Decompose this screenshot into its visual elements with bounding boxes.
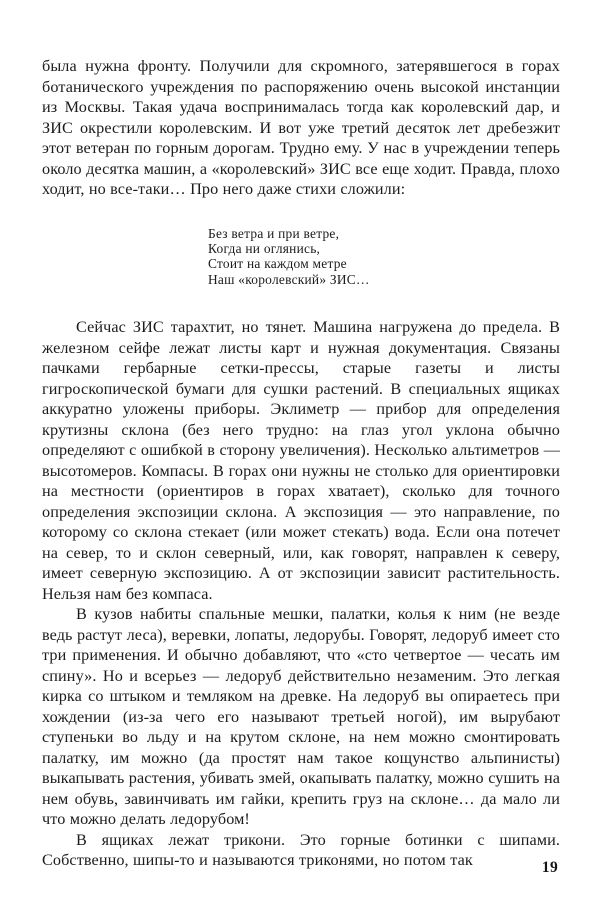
paragraph-2: Сейчас ЗИС тарахтит, но тянет. Машина нагружена до предела. В железном сейфе лежат листы карт и нужная документация. Связаны пачками гербарные сетки-прессы, старые газеты и листы гигроскопической бумаги для сушки растений. В специальных ящиках аккуратно уложены приборы. Эклиметр — прибор для определения крутизны склона (без него трудно: на глаз угол уклона обычно определяют с ошибкой в сторону увеличения). Несколько альтиметров — высотомеров. Компасы. В горах они нужны не столько для ориентировки на местности (ориентиров в горах хватает), сколько для точного определения экспозиции склона. А экспозиция — это направление, по которому со склона стекает (или может стекать) вода. Если она потечет на север, то и склон северный, или, как говорят, направлен к северу, имеет северную экспозицию. А от экспозиции зависит растительность. Нельзя нам без компаса. — [42, 318, 560, 603]
paragraph-4: В ящиках лежат трикони. Это горные ботинки с шипами. Собственно, шипы-то и называются триконями, но потом так — [42, 830, 560, 870]
verse-block — [42, 200, 560, 318]
text-column — [42, 56, 560, 871]
verse-line-3: Стоит на каждом метре — [208, 256, 347, 272]
verse-line-4: Наш «королевский» ЗИС… — [208, 271, 370, 287]
page-number: 19 — [541, 859, 558, 876]
paragraph-3: В кузов набиты спальные мешки, палатки, колья к ним (не везде ведь растут леса), веревки, лопаты, ледорубы. Говорят, ледоруб имеет сто три применения. И обычно добавляют, что «сто четвертое — чесать им спину». Но и всерьез — ледоруб действительно незаменим. Это легкая кирка со штыком и темляком на древке. На ледоруб вы опираетесь при хождении (из-за чего его называют третьей ногой), им вырубают ступеньки во льду и на крутом склоне, на нем можно смонтировать палатку, им можно (да простят нам такое кощунство альпинисты) выкапывать растения, убивать змей, окапывать палатку, можно сушить на нем обувь, завинчивать им гайки, крепить груз на склоне… да мало ли что можно делать ледорубом! — [42, 605, 560, 829]
verse-line-1: Без ветра и при ветре, — [208, 225, 340, 241]
paragraph-1: была нужна фронту. Получили для скромного, затерявшегося в горах ботанического учреждения по распоряжению очень высокой инстанции из Москвы. Такая удача воспринималась тогда как королевский дар, и ЗИС окрестили королевским. И вот уже третий десяток лет дребезжит этот ветеран по горным дорогам. Трудно ему. У нас в учреждении теперь около десятка машин, а «королевский» ЗИС все еще ходит. Правда, плохо ходит, но все-таки… Про него даже стихи сложили: — [42, 57, 560, 198]
verse-line-2: Когда ни оглянись, — [208, 240, 321, 256]
